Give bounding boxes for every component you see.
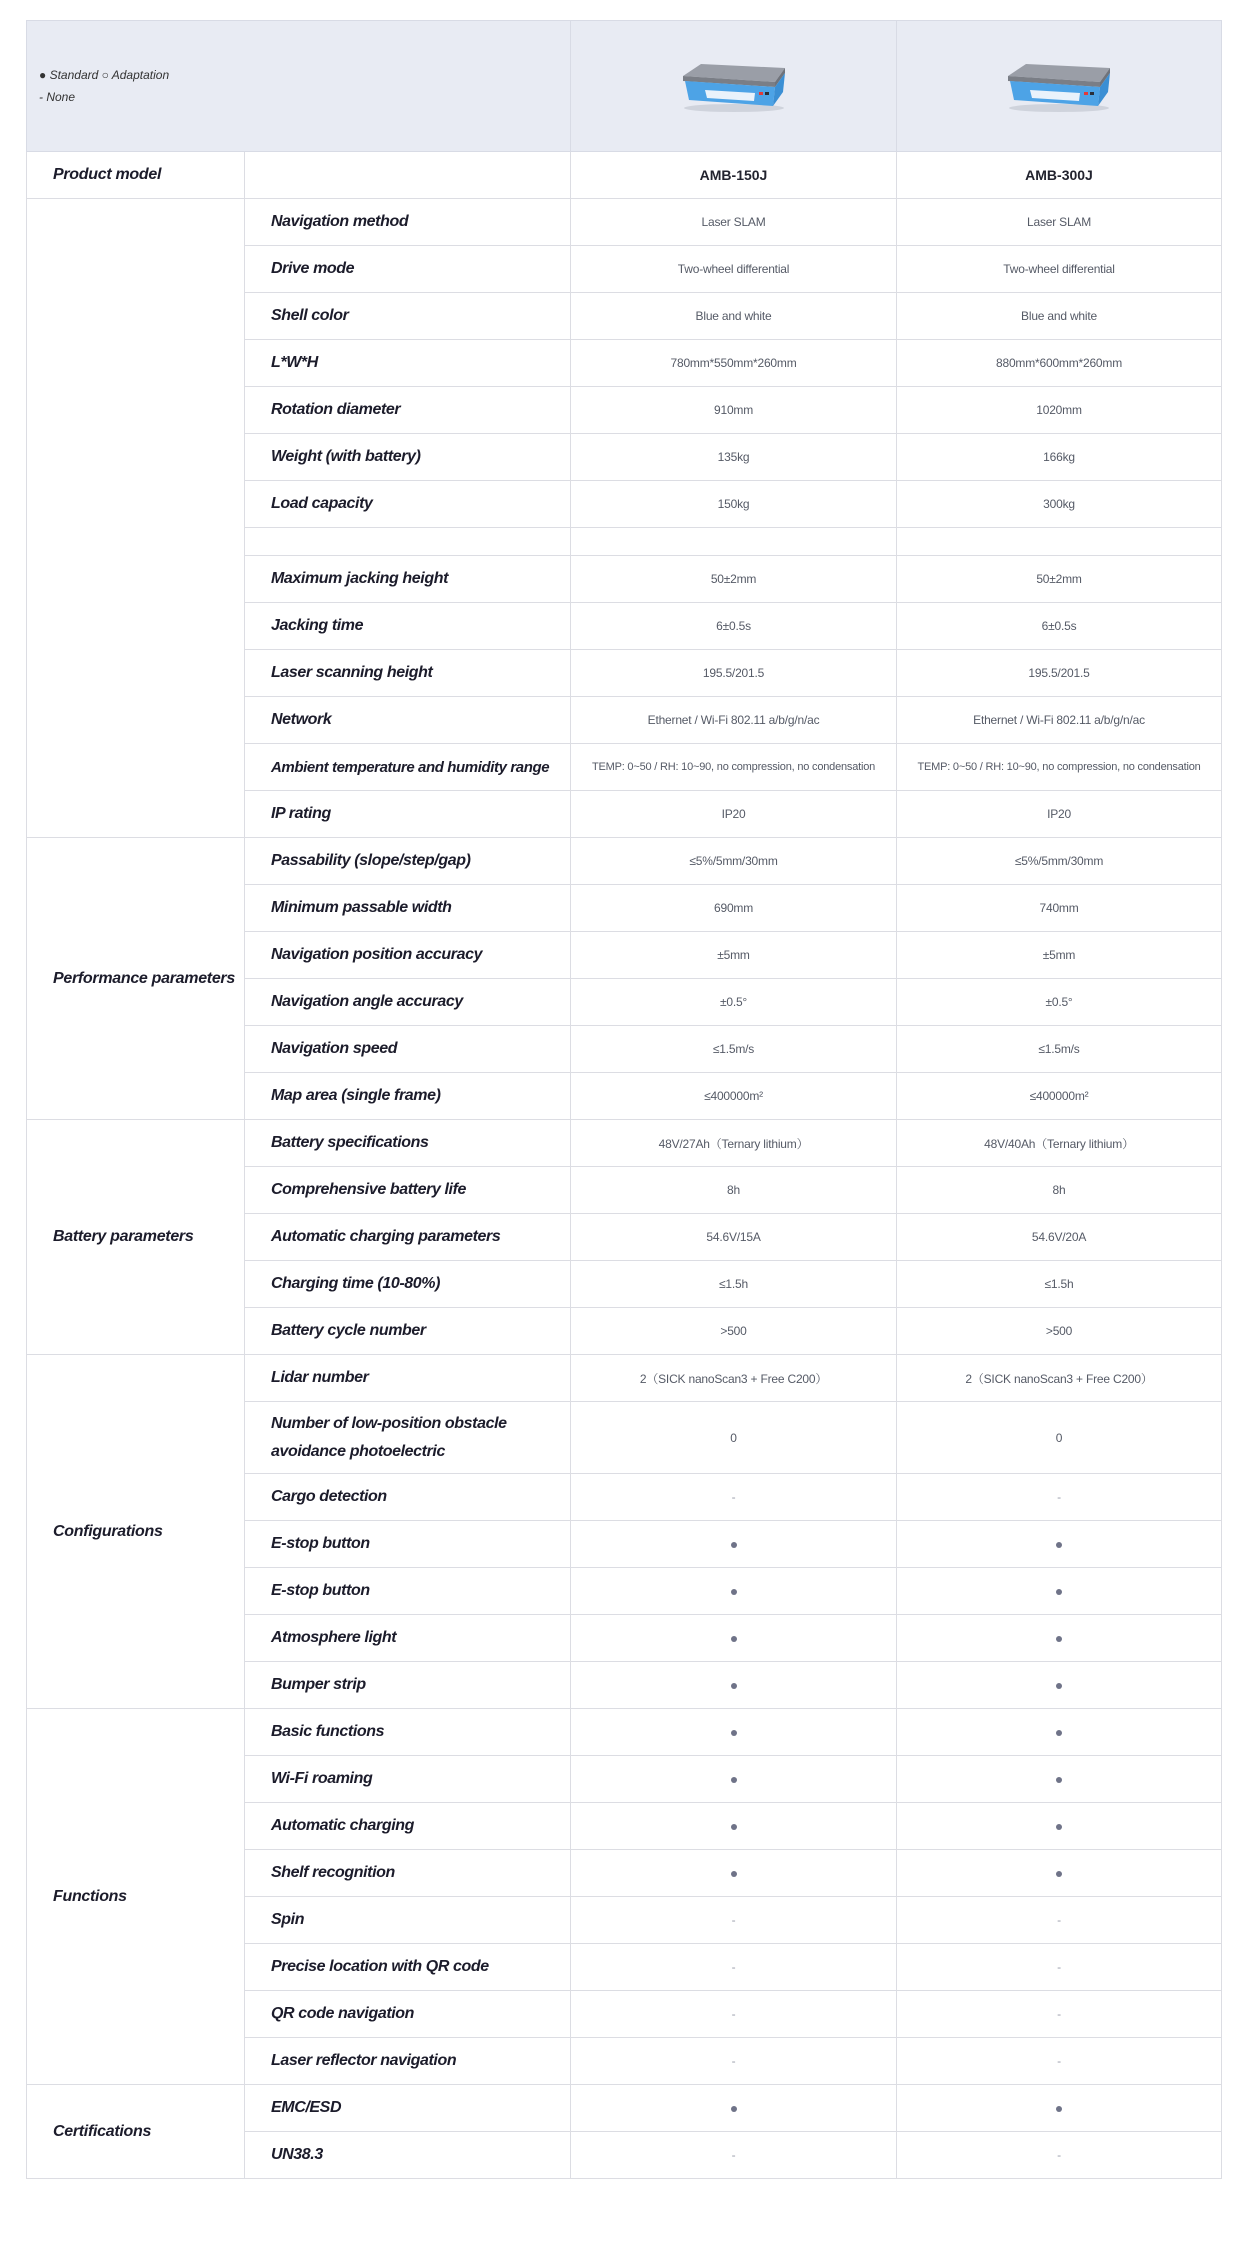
standard-dot-icon: [731, 1636, 737, 1642]
spec-label: L*W*H: [245, 340, 571, 387]
spec-row: [27, 1709, 1222, 1756]
standard-dot-icon: [1056, 1542, 1062, 1548]
none-dash: -: [731, 1490, 736, 1504]
spec-value-1: 195.5/201.5: [571, 650, 897, 697]
spec-value-1: 50±2mm: [571, 556, 897, 603]
mark-2: [897, 1568, 1222, 1615]
spec-value-1: 150kg: [571, 481, 897, 528]
spec-value-1: 8h: [571, 1167, 897, 1214]
header-row: [27, 21, 1222, 152]
spec-value-2: Two-wheel differential: [897, 246, 1222, 293]
functions-group-title: Functions: [27, 1709, 245, 2085]
spec-value-1: ±5mm: [571, 932, 897, 979]
spec-value-2: 50±2mm: [897, 556, 1222, 603]
spec-value-2: 740mm: [897, 885, 1222, 932]
spec-label: Automatic charging: [245, 1803, 571, 1850]
mark-1: [571, 2132, 897, 2179]
spec-label: Battery cycle number: [245, 1308, 571, 1355]
legend-none: - None: [39, 90, 76, 104]
robot-image-cell-1: [571, 21, 897, 152]
spec-label: Navigation angle accuracy: [245, 979, 571, 1026]
mark-1: [571, 1662, 897, 1709]
spec-label: E-stop button: [245, 1521, 571, 1568]
mark-1: [571, 1803, 897, 1850]
empty-cell: [571, 528, 897, 556]
spec-row: [27, 838, 1222, 885]
spec-value-2: Ethernet / Wi-Fi 802.11 a/b/g/n/ac: [897, 697, 1222, 744]
spec-value-2: 195.5/201.5: [897, 650, 1222, 697]
spec-label: Wi-Fi roaming: [245, 1756, 571, 1803]
spec-value-2: ≤400000m²: [897, 1073, 1222, 1120]
spec-value-2: 2（SICK nanoScan3 + Free C200）: [897, 1355, 1222, 1402]
spec-value-2: ±5mm: [897, 932, 1222, 979]
spec-label: QR code navigation: [245, 1991, 571, 2038]
configurations-group-title: Configurations: [27, 1355, 245, 1709]
spec-label: Passability (slope/step/gap): [245, 838, 571, 885]
spec-value-2: 880mm*600mm*260mm: [897, 340, 1222, 387]
certifications-group-title: Certifications: [27, 2085, 245, 2179]
spec-value-1: Ethernet / Wi-Fi 802.11 a/b/g/n/ac: [571, 697, 897, 744]
spec-value-2: ≤1.5m/s: [897, 1026, 1222, 1073]
spec-value-1: 0: [571, 1402, 897, 1474]
mark-2: [897, 2038, 1222, 2085]
spec-label: Jacking time: [245, 603, 571, 650]
standard-dot-icon: [731, 1871, 737, 1877]
none-dash: -: [1057, 1490, 1061, 1504]
spec-value-1: 54.6V/15A: [571, 1214, 897, 1261]
spec-label: Cargo detection: [245, 1474, 571, 1521]
spec-label: Load capacity: [245, 481, 571, 528]
mark-2: [897, 1662, 1222, 1709]
spec-value-2: 6±0.5s: [897, 603, 1222, 650]
basic-group-cell: [27, 199, 245, 838]
spec-label: Ambient temperature and humidity range: [245, 744, 571, 791]
spec-value-2: 0: [897, 1402, 1222, 1474]
spec-value-2: Laser SLAM: [897, 199, 1222, 246]
spec-label: Map area (single frame): [245, 1073, 571, 1120]
spec-label: Rotation diameter: [245, 387, 571, 434]
mark-1: [571, 1521, 897, 1568]
mark-2: [897, 2132, 1222, 2179]
spec-value-1: ≤5%/5mm/30mm: [571, 838, 897, 885]
mark-1: [571, 1709, 897, 1756]
spec-label: Lidar number: [245, 1355, 571, 1402]
spec-label: Network: [245, 697, 571, 744]
spec-value-2: ≤5%/5mm/30mm: [897, 838, 1222, 885]
performance-group-title: Performance parameters: [27, 838, 245, 1120]
spec-value-2: ≤1.5h: [897, 1261, 1222, 1308]
standard-dot-icon: [731, 2106, 737, 2112]
spec-label: Maximum jacking height: [245, 556, 571, 603]
spec-value-1: 135kg: [571, 434, 897, 481]
spec-label: Navigation method: [245, 199, 571, 246]
spec-row: [27, 1355, 1222, 1402]
spec-label: Spin: [245, 1897, 571, 1944]
legend-cell: [27, 21, 571, 152]
spec-value-1: Laser SLAM: [571, 199, 897, 246]
spec-value-1: >500: [571, 1308, 897, 1355]
spec-label: Weight (with battery): [245, 434, 571, 481]
none-dash: -: [731, 1913, 736, 1927]
spec-value-2: 1020mm: [897, 387, 1222, 434]
mark-1: [571, 1991, 897, 2038]
spec-value-1: Blue and white: [571, 293, 897, 340]
agv-robot-image: [675, 54, 793, 114]
spec-value-2: >500: [897, 1308, 1222, 1355]
mark-1: [571, 1897, 897, 1944]
mark-2: [897, 1991, 1222, 2038]
mark-2: [897, 1709, 1222, 1756]
spec-value-1: 6±0.5s: [571, 603, 897, 650]
product-model-label: Product model: [27, 152, 245, 199]
agv-robot-image: [1000, 54, 1118, 114]
model-name-1: AMB-150J: [571, 152, 897, 199]
mark-1: [571, 1756, 897, 1803]
spec-label: Atmosphere light: [245, 1615, 571, 1662]
none-dash: -: [1057, 2054, 1061, 2068]
spec-label: Navigation speed: [245, 1026, 571, 1073]
spec-label: Laser reflector navigation: [245, 2038, 571, 2085]
spec-value-1: TEMP: 0~50 / RH: 10~90, no compression, no condensation: [571, 744, 897, 791]
standard-dot-icon: [1056, 1589, 1062, 1595]
robot-image-cell-2: [897, 21, 1222, 152]
spec-value-1: 48V/27Ah（Ternary lithium）: [571, 1120, 897, 1167]
standard-dot-icon: [1056, 1824, 1062, 1830]
spec-value-1: IP20: [571, 791, 897, 838]
mark-1: [571, 1850, 897, 1897]
standard-dot-icon: [731, 1542, 737, 1548]
standard-dot-icon: [1056, 1777, 1062, 1783]
spec-value-1: 910mm: [571, 387, 897, 434]
none-dash: -: [731, 1960, 736, 1974]
spec-label: Precise location with QR code: [245, 1944, 571, 1991]
standard-dot-icon: [731, 1824, 737, 1830]
spec-value-2: 166kg: [897, 434, 1222, 481]
spec-label: Bumper strip: [245, 1662, 571, 1709]
spec-label: Basic functions: [245, 1709, 571, 1756]
mark-2: [897, 1521, 1222, 1568]
spec-label: Shelf recognition: [245, 1850, 571, 1897]
mark-2: [897, 1944, 1222, 1991]
spec-label-line-2: avoidance photoelectric: [271, 1442, 445, 1460]
none-dash: -: [1057, 2007, 1061, 2021]
spec-row: [27, 1120, 1222, 1167]
spec-label: Drive mode: [245, 246, 571, 293]
spec-value-1: 690mm: [571, 885, 897, 932]
mark-1: [571, 1615, 897, 1662]
standard-dot-icon: [1056, 1871, 1062, 1877]
legend-standard: ● Standard ○ Adaptation: [39, 68, 170, 82]
spec-label: E-stop button: [245, 1568, 571, 1615]
spec-label-line-1: Number of low-position obstacle: [271, 1414, 507, 1432]
spec-row: [27, 199, 1222, 246]
spec-label: [245, 1402, 571, 1474]
none-dash: -: [731, 2148, 736, 2162]
spec-value-1: ≤1.5h: [571, 1261, 897, 1308]
standard-dot-icon: [1056, 1636, 1062, 1642]
none-dash: -: [1057, 2148, 1061, 2162]
spec-value-2: TEMP: 0~50 / RH: 10~90, no compression, no condensation: [897, 744, 1222, 791]
model-name-2: AMB-300J: [897, 152, 1222, 199]
spec-value-1: 780mm*550mm*260mm: [571, 340, 897, 387]
mark-1: [571, 1944, 897, 1991]
spec-label: Charging time (10-80%): [245, 1261, 571, 1308]
spec-value-2: 48V/40Ah（Ternary lithium）: [897, 1120, 1222, 1167]
spec-label: IP rating: [245, 791, 571, 838]
spec-value-2: ±0.5°: [897, 979, 1222, 1026]
standard-dot-icon: [731, 1683, 737, 1689]
spec-table-container: [26, 20, 1221, 2179]
mark-2: [897, 1850, 1222, 1897]
mark-2: [897, 1615, 1222, 1662]
spec-table: [26, 20, 1222, 2179]
spec-label: Automatic charging parameters: [245, 1214, 571, 1261]
none-dash: -: [731, 2007, 736, 2021]
spec-label: Shell color: [245, 293, 571, 340]
standard-dot-icon: [1056, 1683, 1062, 1689]
spec-value-1: ≤1.5m/s: [571, 1026, 897, 1073]
mark-2: [897, 1803, 1222, 1850]
spec-value-1: ±0.5°: [571, 979, 897, 1026]
spec-value-2: 54.6V/20A: [897, 1214, 1222, 1261]
mark-2: [897, 1474, 1222, 1521]
spec-label: Navigation position accuracy: [245, 932, 571, 979]
battery-group-title: Battery parameters: [27, 1120, 245, 1355]
spec-value-2: 300kg: [897, 481, 1222, 528]
empty-cell: [897, 528, 1222, 556]
spec-value-2: 8h: [897, 1167, 1222, 1214]
spec-label: Comprehensive battery life: [245, 1167, 571, 1214]
spec-value-2: IP20: [897, 791, 1222, 838]
spec-label: UN38.3: [245, 2132, 571, 2179]
standard-dot-icon: [1056, 1730, 1062, 1736]
spec-label: Battery specifications: [245, 1120, 571, 1167]
spec-value-2: Blue and white: [897, 293, 1222, 340]
spec-row: [27, 2085, 1222, 2132]
product-model-row: [27, 152, 1222, 199]
none-dash: -: [1057, 1960, 1061, 1974]
none-dash: -: [731, 2054, 736, 2068]
mark-2: [897, 2085, 1222, 2132]
empty-cell: [245, 528, 571, 556]
spec-value-1: Two-wheel differential: [571, 246, 897, 293]
mark-1: [571, 2038, 897, 2085]
mark-2: [897, 1756, 1222, 1803]
mark-1: [571, 1568, 897, 1615]
spec-label: Minimum passable width: [245, 885, 571, 932]
spec-label: EMC/ESD: [245, 2085, 571, 2132]
mark-2: [897, 1897, 1222, 1944]
mark-1: [571, 2085, 897, 2132]
none-dash: -: [1057, 1913, 1061, 1927]
empty-cell: [245, 152, 571, 199]
spec-value-1: ≤400000m²: [571, 1073, 897, 1120]
standard-dot-icon: [731, 1777, 737, 1783]
standard-dot-icon: [731, 1730, 737, 1736]
standard-dot-icon: [731, 1589, 737, 1595]
standard-dot-icon: [1056, 2106, 1062, 2112]
spec-label: Laser scanning height: [245, 650, 571, 697]
mark-1: [571, 1474, 897, 1521]
spec-value-1: 2（SICK nanoScan3 + Free C200）: [571, 1355, 897, 1402]
